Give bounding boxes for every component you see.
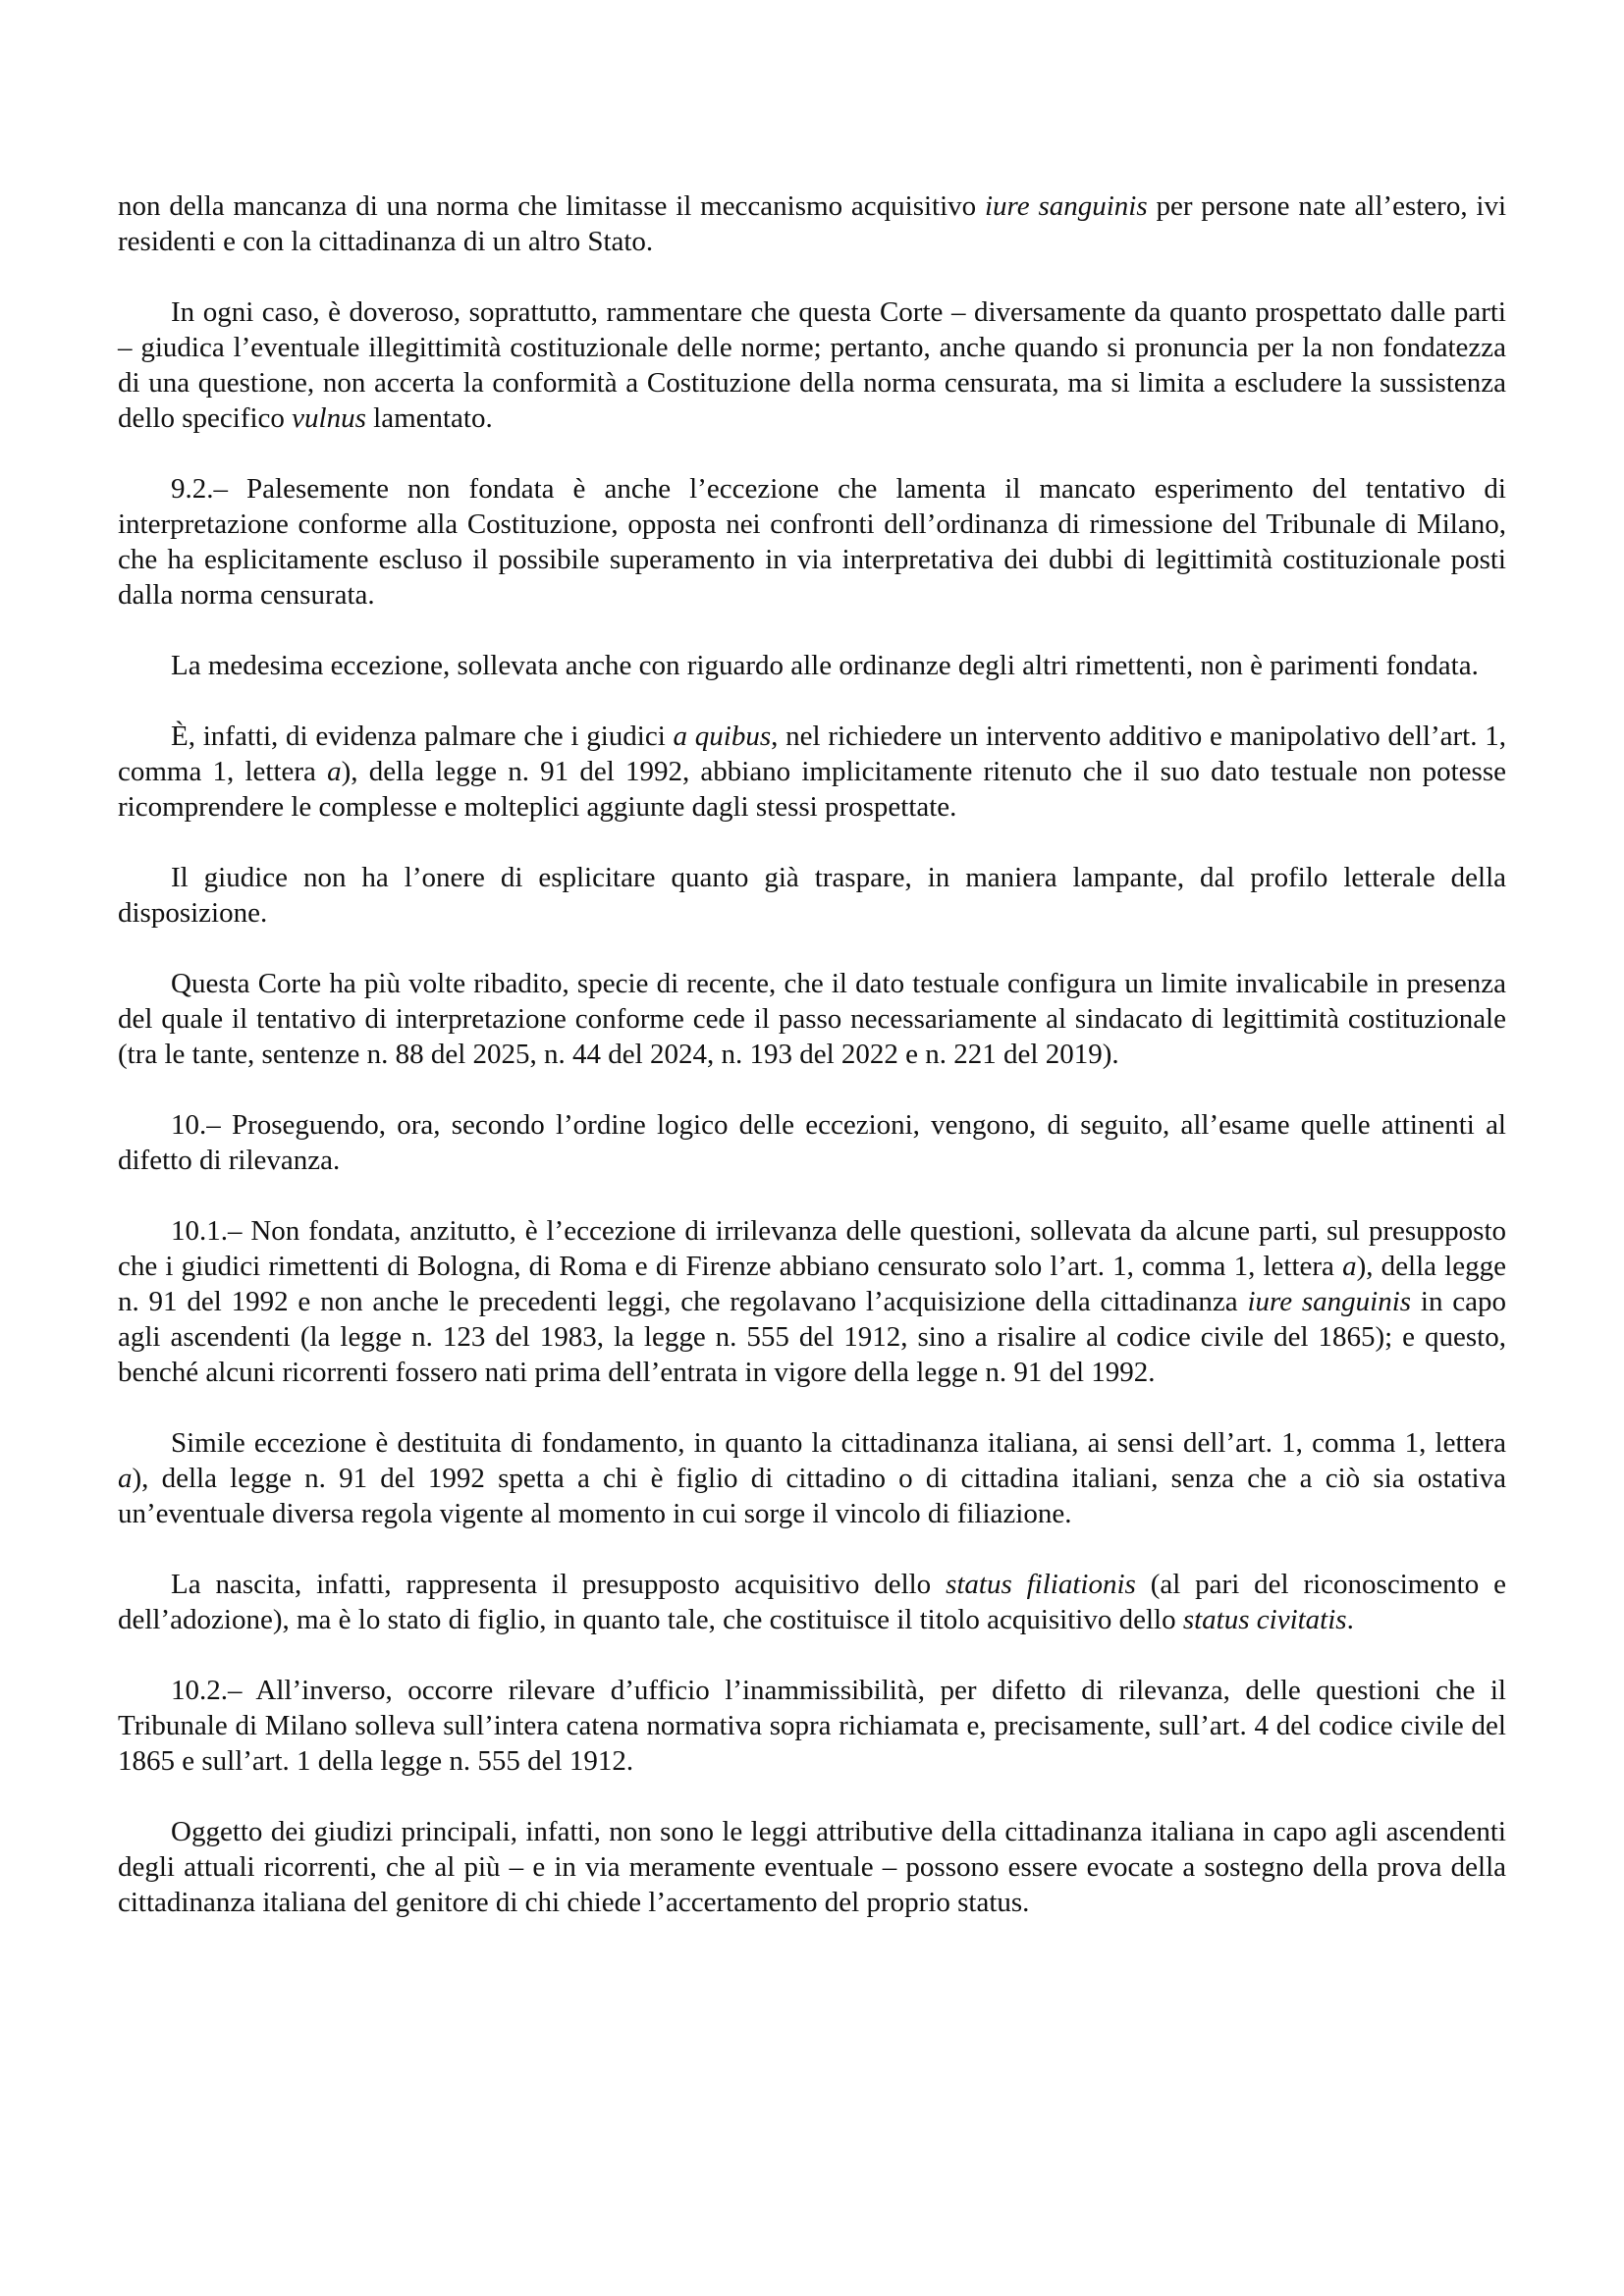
text-run: in capo agli ascendenti (la legge n. 123 del 1983, la legge n. 555 del 1912, sino a risalire al codice civile del 1865); e questo, benché alcuni ricorrenti fossero nati prima dell’entrata in vigore della legge n. 91 del 1992. [118,1286,1506,1388]
text-run: ), della legge n. 91 del 1992 e non anche le precedenti leggi, che regolavano l’acquisizione della cittadinanza [118,1251,1506,1317]
italic-text: a [118,1463,133,1494]
text-run: 10.2.– All’inverso, occorre rilevare d’ufficio l’inammissibilità, per difetto di rilevanza, delle questioni che il Tribunale di Milano solleva sull’intera catena normativa sopra richiamata e, precisamente, sull’art. 4 del codice civile del 1865 e sull’art. 1 della legge n. 555 del 1912. [118,1675,1506,1777]
paragraph-p12 [118,1673,1506,1779]
paragraph-p2 [118,294,1506,436]
text-run: Oggetto dei giudizi principali, infatti, non sono le leggi attributive della cittadinanza italiana in capo agli ascendenti degli attuali ricorrenti, che al più – e in via meramente eventuale – possono essere evocate a sostegno della prova della cittadinanza italiana del genitore di chi chiede l’accertamento del proprio status. [118,1816,1506,1918]
text-run: La medesima eccezione, sollevata anche con riguardo alle ordinanze degli altri rimettenti, non è parimenti fondata. [171,650,1479,681]
paragraph-p4 [118,648,1506,683]
paragraph-p11 [118,1567,1506,1637]
paragraph-p6 [118,860,1506,931]
paragraph-p10 [118,1425,1506,1531]
paragraph-p5 [118,719,1506,825]
italic-text: status civitatis [1182,1604,1347,1635]
text-run: 10.– Proseguendo, ora, secondo l’ordine logico delle eccezioni, vengono, di seguito, all’esame quelle attinenti al difetto di rilevanza. [118,1109,1506,1176]
text-run: Simile eccezione è destituita di fondamento, in quanto la cittadinanza italiana, ai sensi dell’art. 1, comma 1, lettera [171,1427,1506,1459]
italic-text: vulnus [292,402,366,434]
text-run: In ogni caso, è doveroso, soprattutto, rammentare che questa Corte – diversamente da quanto prospettato dalle parti – giudica l’eventuale illegittimità costituzionale delle norme; pertanto, anche quando si pronuncia per la non fondatezza di una questione, non accerta la conformità a Costituzione della norma censurata, ma si limita a escludere la sussistenza dello specifico [118,296,1506,434]
text-run: È, infatti, di evidenza palmare che i giudici [171,721,674,752]
document-body [118,188,1506,1955]
italic-text: a quibus [673,721,772,752]
text-run: , nel richiedere un intervento additivo e manipolativo dell’art. 1, comma 1, lettera [118,721,1506,787]
text-run: per persone nate all’estero, ivi residenti e con la cittadinanza di un altro Stato. [118,190,1507,257]
paragraph-p3 [118,471,1506,613]
text-run: (al pari del riconoscimento e dell’adozione), ma è lo stato di figlio, in quanto tale, che costituisce il titolo acquisitivo dello [118,1569,1506,1635]
paragraph-p9 [118,1213,1506,1390]
text-run: ), della legge n. 91 del 1992, abbiano implicitamente ritenuto che il suo dato testuale non potesse ricomprendere le complesse e molteplici aggiunte dagli stessi prospettate. [118,756,1506,823]
italic-text: status filiationis [946,1569,1136,1600]
text-run: ), della legge n. 91 del 1992 spetta a chi è figlio di cittadino o di cittadina italiani, senza che a ciò sia ostativa un’eventuale diversa regola vigente al momento in cui sorge il vincolo di filiazione. [118,1463,1506,1529]
text-run: non della mancanza di una norma che limitasse il meccanismo acquisitivo [118,190,985,222]
text-run: La nascita, infatti, rappresenta il presupposto acquisitivo dello [171,1569,947,1600]
text-run: lamentato. [365,402,493,434]
text-run: 10.1.– Non fondata, anzitutto, è l’eccezione di irrilevanza delle questioni, sollevata da alcune parti, sul presupposto che i giudici rimettenti di Bologna, di Roma e di Firenze abbiano censurato solo l’art. 1, comma 1, lettera [118,1215,1506,1282]
italic-text: iure sanguinis [1247,1286,1412,1317]
paragraph-p1 [118,188,1506,259]
italic-text: iure sanguinis [984,190,1148,222]
text-run: . [1346,1604,1354,1635]
text-run: 9.2.– Palesemente non fondata è anche l’eccezione che lamenta il mancato esperimento del tentativo di interpretazione conforme alla Costituzione, opposta nei confronti dell’ordinanza di rimessione del Tribunale di Milano, che ha esplicitamente escluso il possibile superamento in via interpretativa dei dubbi di legittimità costituzionale posti dalla norma censurata. [118,473,1506,611]
text-run: Questa Corte ha più volte ribadito, specie di recente, che il dato testuale configura un limite invalicabile in presenza del quale il tentativo di interpretazione conforme cede il passo necessariamente al sindacato di legittimità costituzionale (tra le tante, sentenze n. 88 del 2025, n. 44 del 2024, n. 193 del 2022 e n. 221 del 2019). [118,968,1506,1070]
paragraph-p13 [118,1814,1506,1920]
italic-text: a [1342,1251,1357,1282]
text-run: Il giudice non ha l’onere di esplicitare quanto già traspare, in maniera lampante, dal profilo letterale della disposizione. [118,862,1506,929]
paragraph-p7 [118,966,1506,1072]
italic-text: a [327,756,342,787]
paragraph-p8 [118,1107,1506,1178]
